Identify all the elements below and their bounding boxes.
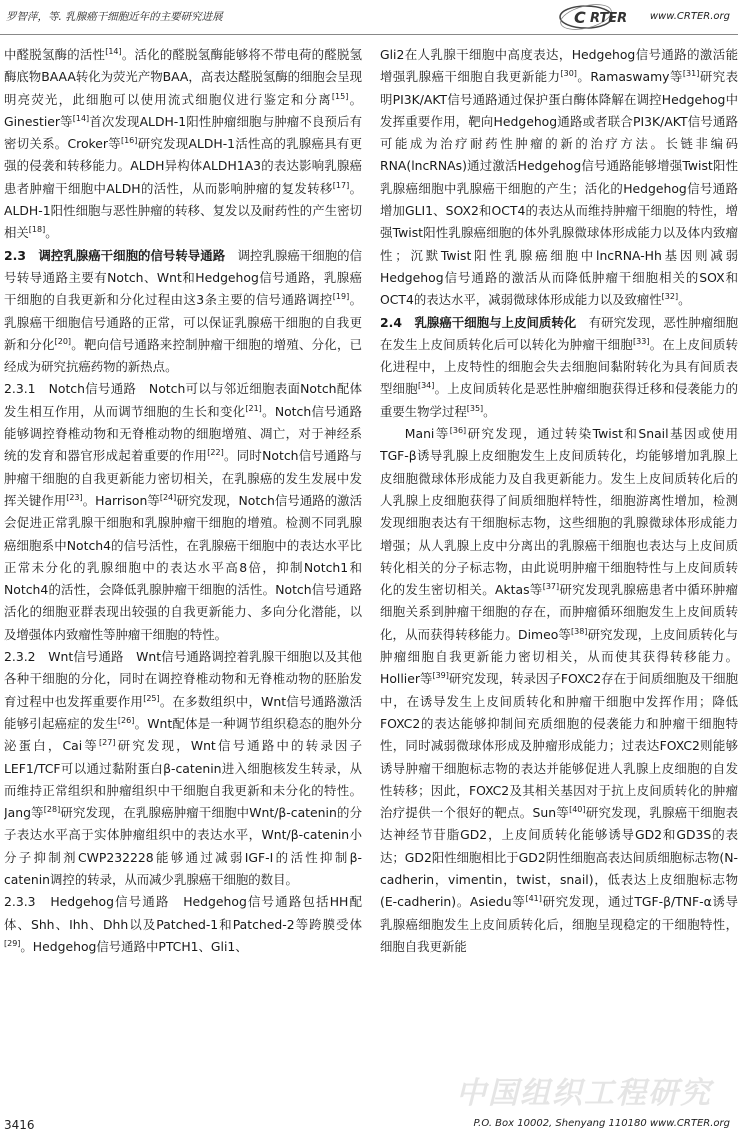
paragraph: Gli2在人乳腺干细胞中高度表达，Hedgehog信号通路的激活能增强乳腺癌干细胞自我更新能力[30]。Ramaswamy等[31]研究表明PI3K/AKT信号通路通过保护蛋白酶体降解在调控Hedgehog中发挥重要作用，靶向Hedgehog通路或者联合PI3K/AKT信号通路可能成为治疗耐药性肿瘤的新的治疗方法。长链非编码RNA(lncRNAs)通过激活Hedgehog信号通路能够增强Twist阳性乳腺癌细胞中乳腺癌干细胞的产生；活化的Hedgehog信号通路增加GLI1、SOX2和OCT4的表达从而维持肿瘤干细胞的特性，增强Twist阳性乳腺癌细胞的体外乳腺微球体形成能力以及体内致瘤性；沉默Twist阳性乳腺癌细胞中lncRNA-Hh基因则减弱Hedgehog信号通路的激活从而降低肿瘤干细胞相关的SOX和OCT4的表达水平，减弱微球体形成能力以及致瘤性[32]。 xyxy=(380,47,738,308)
watermark: 中国组织工程研究 xyxy=(456,1076,712,1111)
paragraph: 2.3 调控乳腺癌干细胞的信号转导通路 调控乳腺癌干细胞的信号转导通路主要有Notch、Wnt和Hedgehog信号通路，乳腺癌干细胞的自我更新和分化过程由这3条主要的信号通路调控[19]。乳腺癌干细胞信号通路的正常，可以保证乳腺癌干细胞的自我更新和分化[20]。靶向信号通路来控制肿瘤干细胞的增殖、分化，已经成为研究抗癌药物的新热点。 xyxy=(4,247,362,375)
page-number: 3416 xyxy=(4,1118,35,1132)
section-heading: 2.4 乳腺癌干细胞与上皮间质转化 xyxy=(380,314,577,330)
page-header xyxy=(0,0,738,36)
right-column xyxy=(380,44,738,1092)
running-title: 罗智萍，等. 乳腺癌干细胞近年的主要研究进展 xyxy=(6,11,223,23)
header-divider xyxy=(0,34,738,35)
paragraph: 2.3.3 Hedgehog信号通路 Hedgehog信号通路包括HH配体、Shh、Ihh、Dhh以及Patched-1和Patched-2等跨膜受体[29]。Hedgehog信号通路中PTCH1、Gli1、 xyxy=(4,894,362,954)
svg-text:C: C xyxy=(574,8,586,27)
paragraph: 2.3.2 Wnt信号通路 Wnt信号通路调控着乳腺干细胞以及其他各种干细胞的分化，同时在调控脊椎动物和无脊椎动物的胚胎发育过程中也发挥重要作用[25]。在多数组织中，Wnt信号通路激活能够引起癌症的发生[26]。Wnt配体是一种调节组织稳态的胞外分泌蛋白，Cai等[27]研究发现，Wnt信号通路中的转录因子LEF1/TCF可以通过黏附蛋白β-catenin进入细胞核发生转录，从而维持正常组织和肿瘤组织中干细胞自我更新和未分化的特性。Jang等[28]研究发现，在乳腺癌肿瘤干细胞中Wnt/β-catenin的分子表达水平高于实体肿瘤组织中的表达水平，Wnt/β-catenin小分子抑制剂CWP232228能够通过减弱IGF-I的活性抑制β-catenin调控的转录，从而减少乳腺癌干细胞的数目。 xyxy=(4,649,362,887)
site-url: www.CRTER.org xyxy=(649,11,730,22)
page-footer xyxy=(0,1104,738,1138)
crter-logo xyxy=(556,2,652,32)
paragraph: Mani等[36]研究发现，通过转染Twist和Snail基因或使用TGF-β诱导乳腺上皮细胞发生上皮间质转化，均能够增加乳腺上皮细胞微球体形成能力及自我更新能力。发生上皮间质转化后的人乳腺上皮细胞获得了间质细胞样特性，细胞游离性增加，检测发现细胞表达有干细胞标志物，这些细胞的乳腺微球体形成能力增强；从人乳腺上皮中分离出的乳腺癌干细胞也表达与上皮间质转化相关的分子标志物，由此说明肿瘤干细胞特性与上皮间质转化的发生密切相关。Aktas等[37]研究发现乳腺癌患者中循环肿瘤细胞关系到肿瘤干细胞的存在，而肿瘤循环细胞发生上皮间质转化，从而获得转移能力。Dimeo等[38]研究发现，上皮间质转化与肿瘤细胞自我更新能力密切相关，从而使其获得转移能力。Hollier等[39]研究发现，转录因子FOXC2存在于间质细胞及干细胞中，在诱导发生上皮间质转化和肿瘤干细胞中发挥作用；降低FOXC2的表达能够抑制间充质细胞的侵袭能力和肿瘤干细胞特性，同时减弱微球体形成及肿瘤形成能力；过表达FOXC2则能够诱导肿瘤干细胞标志物的表达并能够促进人乳腺上皮细胞的自发性转移；因此，FOXC2及其相关基因对于抗上皮间质转化的肿瘤治疗提供一个很好的靶点。Sun等[40]研究发现，乳腺癌干细胞表达神经节苷脂GD2，上皮间质转化能够诱导GD2和GD3S的表达；GD2阳性细胞相比于GD2阴性细胞高表达间质细胞标志物(N-cadherin，vimentin，twist，snail)，低表达上皮细胞标志物(E-cadherin)。Asiedu等[41]研究发现，通过TGF-β/TNF-α诱导乳腺癌细胞发生上皮间质转化后，细胞呈现稳定的干细胞特性，细胞自我更新能 xyxy=(380,425,738,954)
svg-text:RTER: RTER xyxy=(590,11,628,26)
footer-address: P.O. Box 10002, Shenyang 110180 www.CRTER.org xyxy=(473,1118,730,1129)
section-heading: 2.3 调控乳腺癌干细胞的信号转导通路 xyxy=(4,247,226,263)
paragraph: 中醛脱氢酶的活性[14]。活化的醛脱氢酶能够将不带电荷的醛脱氢酶底物BAAA转化为荧光产物BAA，高表达醛脱氢酶的细胞会呈现明亮荧光，此细胞可以使用流式细胞仪进行鉴定和分离[15]。Ginestier等[14]首次发现ALDH-1阳性肿瘤细胞与肿瘤不良预后有密切关系。Croker等[16]研究发现ALDH-1活性高的乳腺癌具有更强的侵袭和转移能力。ALDH异构体ALDH1A3的表达影响乳腺癌患者肿瘤干细胞中ALDH的活性，从而影响肿瘤的复发转移[17]。ALDH-1阳性细胞与恶性肿瘤的转移、复发以及耐药性的产生密切相关[18]。 xyxy=(4,46,362,241)
paragraph: 2.4 乳腺癌干细胞与上皮间质转化 有研究发现，恶性肿瘤细胞在发生上皮间质转化后可以转化为肿瘤干细胞[33]。在上皮间质转化进程中，上皮特性的细胞会失去细胞间黏附转化为具有间质表型细胞[34]。上皮间质转化是恶性肿瘤细胞获得迁移和侵袭能力的重要生物学过程[35]。 xyxy=(380,314,738,419)
left-column xyxy=(4,44,362,1092)
paragraph: 2.3.1 Notch信号通路 Notch可以与邻近细胞表面Notch配体发生相互作用，从而调节细胞的生长和变化[21]。Notch信号通路能够调控脊椎动物和无脊椎动物的细胞增殖、凋亡，对于神经系统的发育和器官形成起着重要的作用[22]。同时Notch信号通路与肿瘤干细胞的自我更新能力密切相关，在乳腺癌的发生发展中发挥关键作用[23]。Harrison等[24]研究发现，Notch信号通路的激活会促进正常乳腺干细胞和乳腺肿瘤干细胞的增殖。检测不同乳腺癌细胞系中Notch4的信号活性，在乳腺癌干细胞中的表达水平比正常未分化的乳腺细胞中的表达水平高8倍，抑制Notch1和Notch4的活性，会降低乳腺肿瘤干细胞的活性。Notch信号通路活化的细胞亚群表现出较强的自我更新能力、多向分化潜能，以及增强体内致瘤性等肿瘤干细胞的特性。 xyxy=(4,381,362,642)
